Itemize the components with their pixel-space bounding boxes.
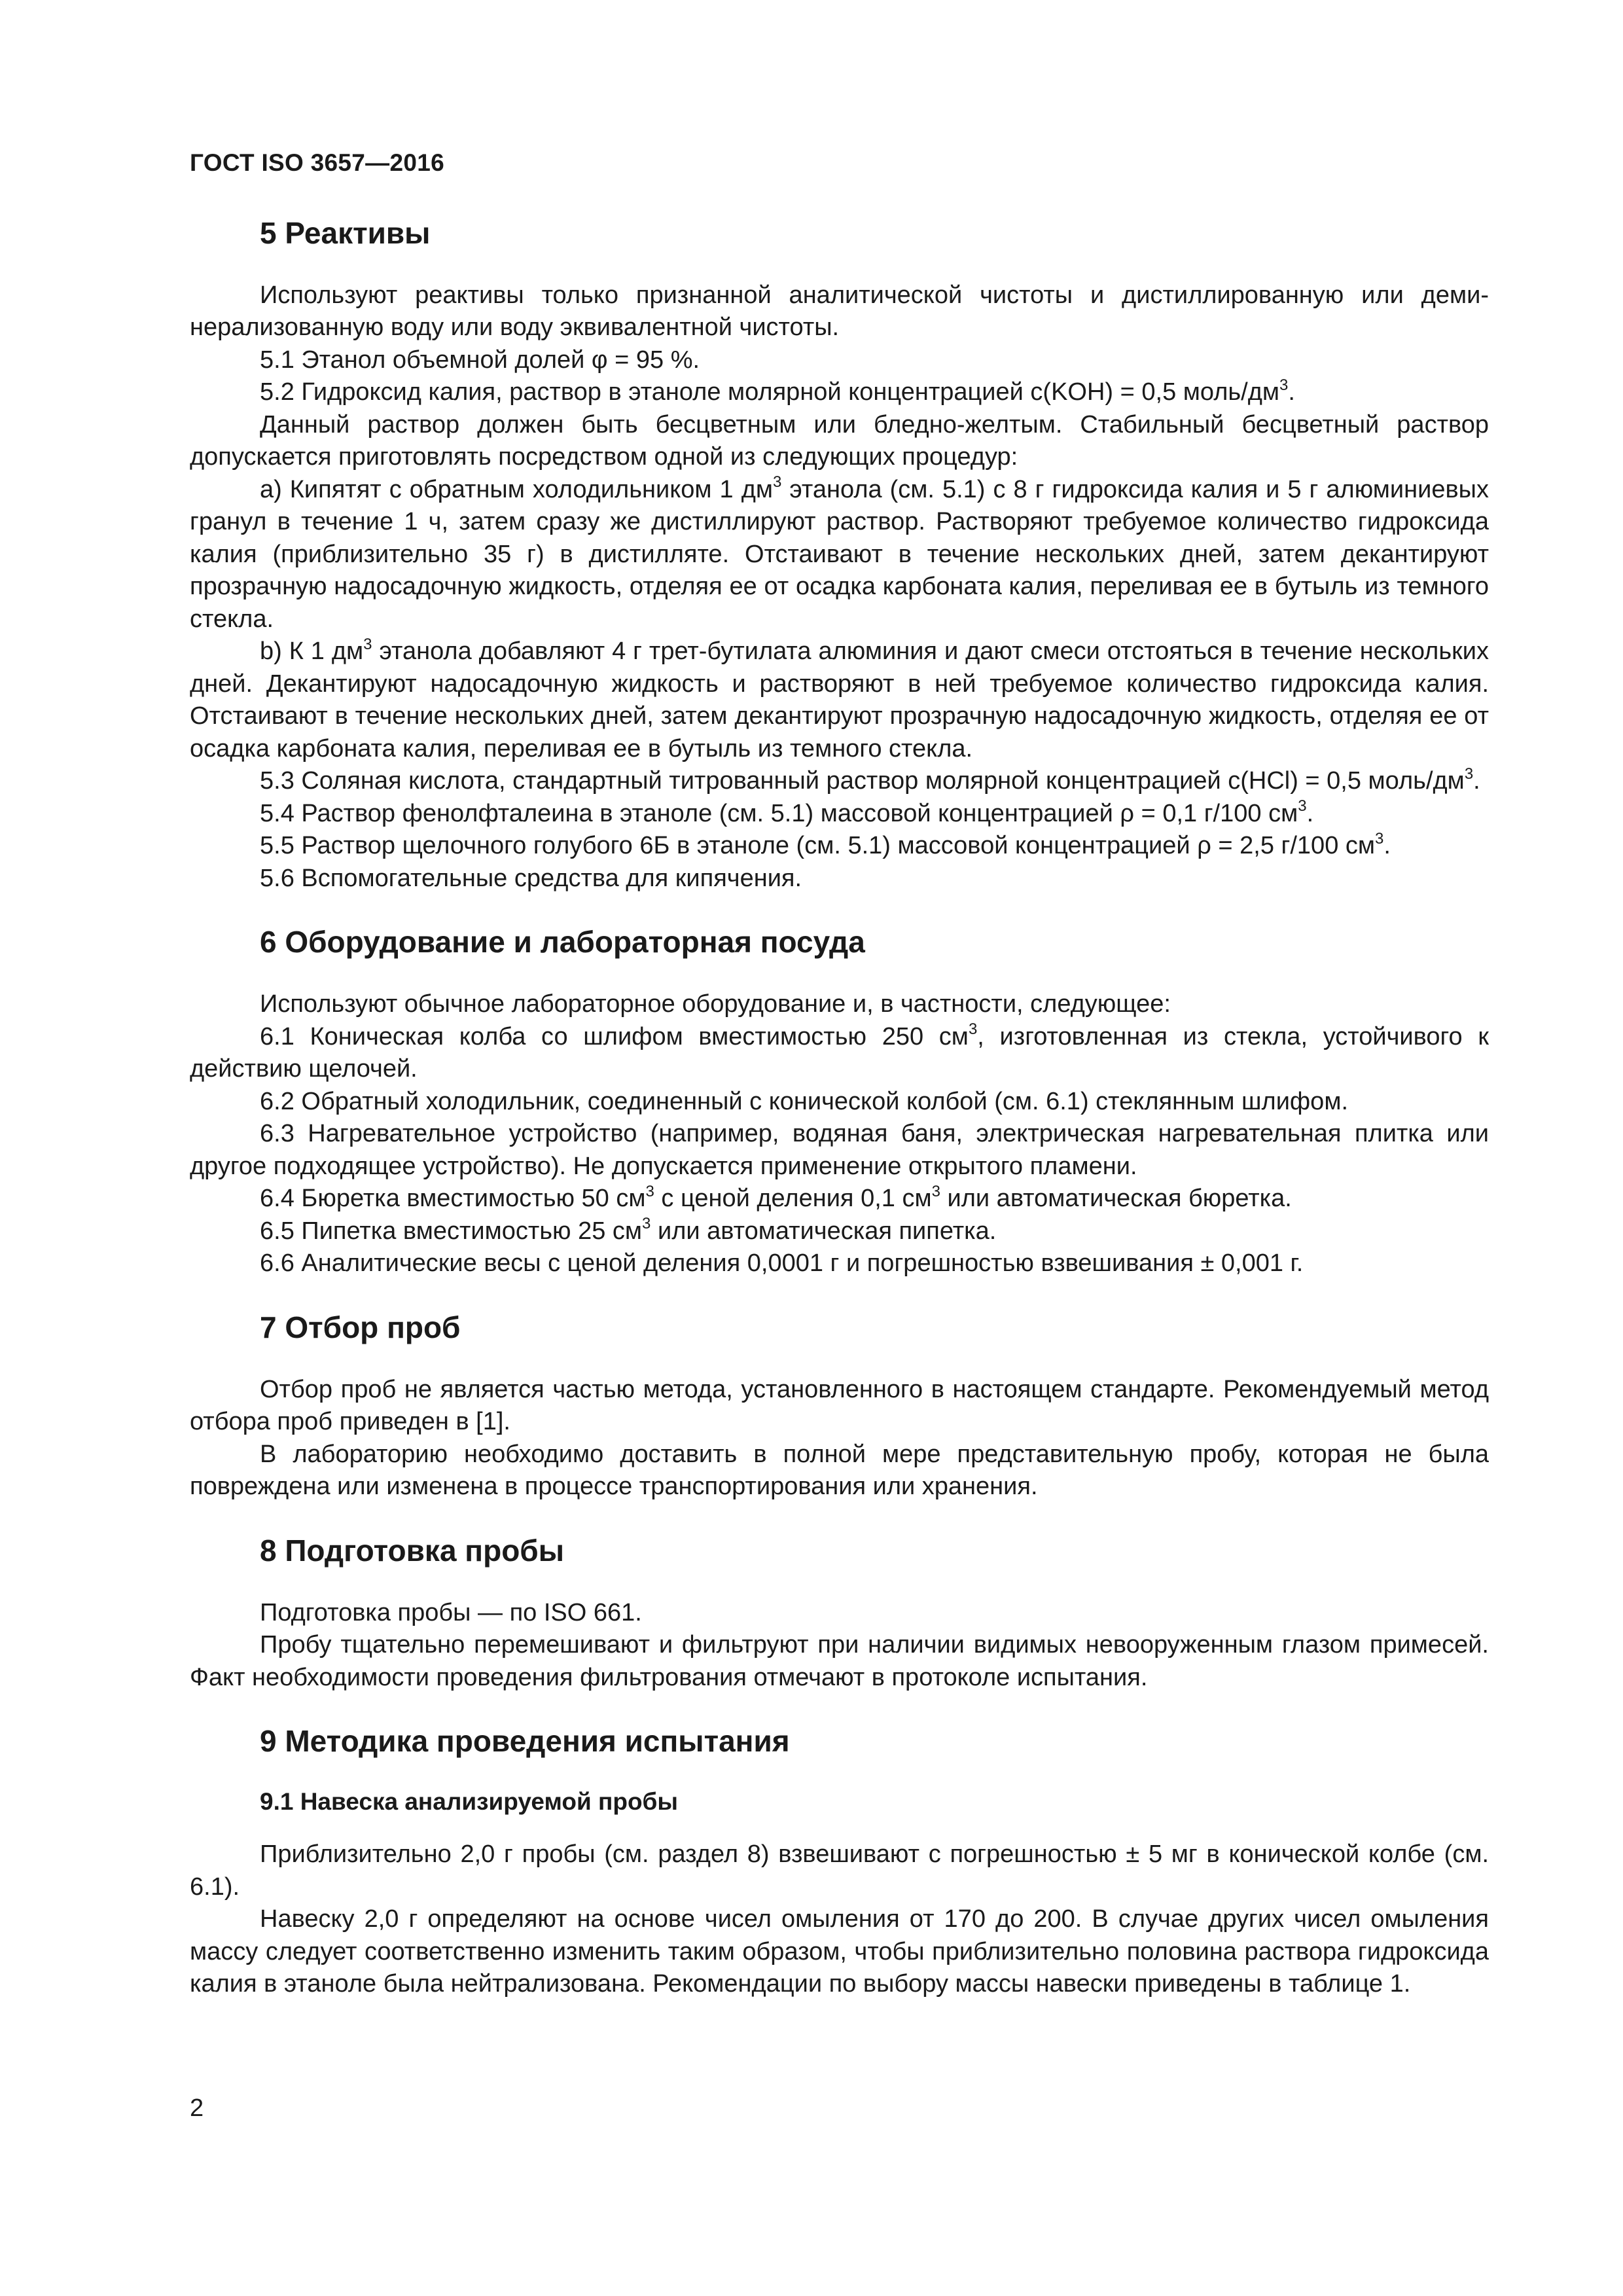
section-9-title: 9 Методика проведения испытания (260, 1724, 790, 1759)
clause-5-2: 5.2 Гидроксид калия, раствор в этаноле молярной концентрацией c(KOH) = 0,5 моль/$дм^3$. (260, 376, 1295, 406)
clause-6-3: 6.3 Нагревательное устройство (например, водяная баня, электрическая нагревательная плитка или другое подходящее устройство). Не допускается применение открытого пламени. (190, 1120, 1489, 1180)
clause-6-1: 6.1 Коническая колба со шлифом вместимостью 250 $см^3$, изготовленная из стекла, устойчивого к действию щелочей. (190, 1020, 1489, 1083)
section-6-intro: Используют обычное лабораторное оборудование и, в частности, следующее: (260, 990, 1171, 1018)
section-7-para-2: В лабораторию необходимо доставить в полной мере представительную пробу, которая не была повреждена или изменена в процессе транспортирования или хранения. (190, 1440, 1489, 1501)
running-header: ГОСТ ISO 3657—2016 (190, 149, 444, 176)
section-9-1-para-2: Навеску 2,0 г определяют на основе чисел омыления от 170 до 200. В случае других чисел омыления массу следует соответственно изменить таким образом, чтобы приблизительно половина раствора гидроксида калия в этаноле была нейтрализована. Рекомендации по выбору массы навески приведены в таблице 1. (190, 1905, 1489, 1998)
clause-5-3: 5.3 Соляная кислота, стандартный титрованный раствор молярной концентрацией c(HCl) = 0,5 моль/$дм^3$. (260, 764, 1480, 795)
procedure-b: b) К 1 $дм^3$ этанола добавляют 4 г трет-бутилата алюминия и дают смеси отстояться в течение нескольких дней. Декантируют надосадочную жидкость и растворяют в ней требуемое количество гидроксида калия. Отстаивают в течение нескольких дней, затем декантируют прозрачную надосадочную жидкость, отделяя ее от осадка карбоната калия, переливая ее в бутыль из темного стекла. (190, 635, 1489, 762)
page-number: 2 (190, 2094, 204, 2122)
section-8-para-1: Подготовка пробы — по ISO 661. (260, 1598, 642, 1626)
subsection-9-1-title: 9.1 Навеска анализируемой пробы (260, 1787, 679, 1815)
clause-5-2-note: Данный раствор должен быть бесцветным или бледно-желтым. Стабильный бесцветный раствор допускается приготовлять посредством одной из следующих процедур: (190, 410, 1489, 471)
clause-5-4: 5.4 Раствор фенолфталеина в этаноле (см. 5.1) массовой концентрацией ρ = 0,1 г/100 $см^3$. (260, 797, 1314, 827)
section-9-1-para-1: Приблизительно 2,0 г пробы (см. раздел 8) взвешивают с погрешностью ± 5 мг в конической колбе (см. 6.1). (190, 1840, 1489, 1901)
clause-6-2: 6.2 Обратный холодильник, соединенный с конической колбой (см. 6.1) стеклянным шлифом. (260, 1087, 1349, 1115)
section-8-title: 8 Подготовка пробы (260, 1533, 564, 1568)
clause-5-5: 5.5 Раствор щелочного голубого 6Б в этаноле (см. 5.1) массовой концентрацией ρ = 2,5 г/100 $см^3$. (260, 829, 1391, 860)
section-6-title: 6 Оборудование и лабораторная посуда (260, 925, 865, 960)
clause-5-1: 5.1 Этанол объемной долей φ = 95 %. (260, 346, 700, 374)
clause-5-6: 5.6 Вспомогательные средства для кипячения. (260, 864, 802, 892)
procedure-a: a) Кипятят с обратным холодильником 1 $дм^3$ этанола (см. 5.1) с 8 г гидроксида калия и 5 г алюминиевых гранул в течение 1 ч, затем сразу же дистиллируют раствор. Растворяют требуемое количество гидроксида калия (приблизительно 35 г) в дистилляте. Отстаивают в течение нескольких дней, затем декантируют прозрачную надосадочную жидкость, отделяя ее от осадка карбоната калия, переливая ее в бутыль из темного стекла. (190, 473, 1489, 633)
section-5-intro: Используют реактивы только признанной аналитической чистоты и дистиллированную или деминерализованную воду или воду эквивалентной чистоты. (190, 281, 1489, 342)
clause-6-5: 6.5 Пипетка вместимостью 25 $см^3$ или автоматическая пипетка. (260, 1215, 997, 1245)
section-8-para-2: Пробу тщательно перемешивают и фильтруют при наличии видимых невооруженным глазом примесей. Факт необходимости проведения фильтрования отмечают в протоколе испытания. (190, 1631, 1489, 1691)
section-7-title: 7 Отбор проб (260, 1310, 461, 1344)
page-content (190, 216, 1489, 2001)
clause-6-6: 6.6 Аналитические весы с ценой деления 0,0001 г и погрешностью взвешивания ± 0,001 г. (260, 1249, 1304, 1278)
section-5-title: 5 Реактивы (260, 216, 431, 250)
section-7-para-1: Отбор проб не является частью метода, установленного в настоящем стандарте. Рекомендуемый метод отбора проб приведен в [1]. (190, 1375, 1489, 1436)
clause-6-4: 6.4 Бюретка вместимостью 50 $см^3$ с ценой деления 0,1 $см^3$ или автоматическая бюретка. (260, 1182, 1292, 1213)
